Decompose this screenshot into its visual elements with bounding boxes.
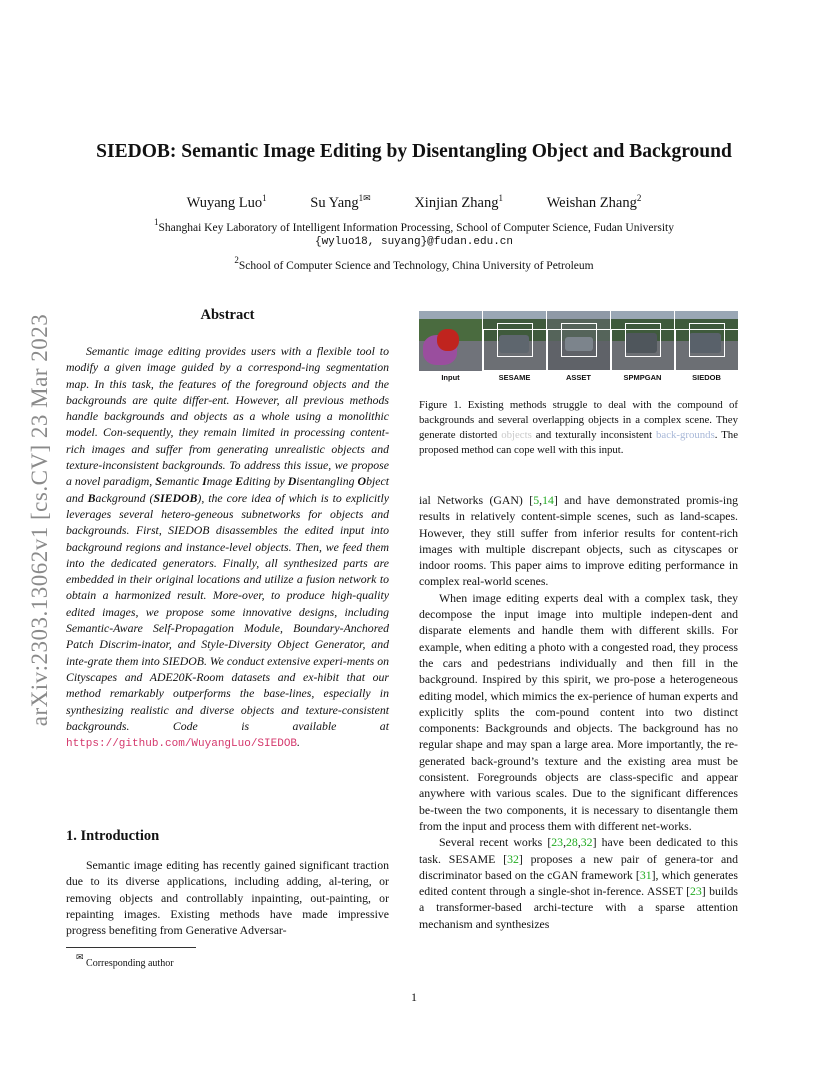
citation-link[interactable]: 23 — [551, 835, 564, 850]
arxiv-identifier: arXiv:2303.13062v1 [cs.CV] 23 Mar 2023 — [27, 313, 52, 727]
page-number: 1 — [411, 990, 417, 1004]
footnote: ✉ Corresponding author — [76, 952, 174, 969]
author-list — [0, 193, 828, 212]
figure-label: Input — [441, 373, 460, 382]
paragraph: Several recent works [23,28,32] have been dedicated to this task. SESAME [32] proposes a new pair of genera-tor and discriminator based on the cGAN framework [31], which generates edited content through a single-shot in-ference. ASSET [23] builds a transformer-based archi-tecture with a sparse attention mechanism and synthesizes — [419, 835, 738, 931]
introduction-paragraph: Semantic image editing has recently gained significant traction due to its diverse applications, including adding, al-tering, or removing objects and controllably inpainting, out-painting, or repainting images. Existing methods have made impressive progress benefiting from Generative Adversar- — [66, 858, 389, 938]
figure-label: SIEDOB — [692, 373, 721, 382]
author: Weishan Zhang$^2$ — [546, 193, 642, 211]
author: Xinjian Zhang$^1$ — [414, 193, 503, 211]
abstract-paragraph: Semantic image editing provides users with a flexible tool to modify a given image guided by a correspond-ing segmentation map. In this task, the features of the foreground objects and the backgrounds are quite differ-ent. However, all previous methods handle backgrounds and objects as a whole using a monolithic model. Con-sequently, they remain limited in processing content-rich images and suffer from generating unrealistic objects and texture-inconsistent backgrounds. To address this issue, we propose a novel paradigm, Semantic Image Editing by Disentangling Object and Background (SIEDOB), the core idea of which is to explicitly leverages several hetero-geneous subnetworks for objects and backgrounds. First, SIEDOB disassembles the edited input into background regions and instance-level objects. Then, we feed them into the dedicated generators. Finally, all synthesized parts are embedded in their original locations and utilize a fusion network to obtain a harmonized result. More-over, to produce high-quality edited images, we propose some innovative designs, including Semantic-Aware Self-Propagation Module, Boundary-Anchored Patch Discrim-inator, and Style-Diversity Object Generator, and inte-grate them into SIEDOB. We conduct extensive experi-ments on Cityscapes and ADE20K-Room datasets and ex-hibit that our method remarkably outperforms the base-lines, especially in synthesizing realistic and diverse objects and texture-consistent backgrounds. Code is available at https://github.com/WuyangLuo/SIEDOB. — [66, 344, 390, 751]
citation-link[interactable]: 23 — [690, 884, 702, 899]
citation-link[interactable]: 31 — [639, 867, 652, 882]
footnote-divider — [66, 947, 196, 948]
figure-thumbnail-spmpgan — [611, 311, 674, 371]
abstract-heading: Abstract — [200, 307, 255, 323]
figure-label: ASSET — [565, 373, 591, 382]
figure-thumbnail-asset — [547, 311, 610, 371]
figure-1-image-grid — [419, 311, 738, 373]
arxiv-stamp — [20, 280, 60, 760]
citation-link[interactable]: 14 — [542, 493, 554, 507]
citation-link[interactable]: 28 — [566, 835, 578, 850]
code-link[interactable]: https://github.com/WuyangLuo/SIEDOB — [66, 738, 298, 751]
paragraph: ial Networks (GAN) [5,14] and have demonstrated promis-ing results in relatively content-simple scenes, such as land-scapes. However, they still suffer from inferior results for content-rich images with multiple discrepant objects, such as cityscapes or indoor rooms. This paper aims to improve editing performance in complex real-world scenes. — [419, 493, 738, 589]
affiliation-2: $^2$School of Computer Science and Technology, China University of Petroleum — [234, 255, 594, 272]
author: Wuyang Luo$^1$ — [186, 193, 267, 211]
citation-link[interactable]: 32 — [580, 835, 593, 850]
figure-thumbnail-sesame — [483, 311, 546, 371]
affiliation-1: $^1$Shanghai Key Laboratory of Intelligent Information Processing, School of Computer Science, Fudan University — [154, 217, 674, 234]
citation-link[interactable]: 5 — [533, 493, 540, 507]
paragraph: When image editing experts deal with a complex task, they decompose the input image into multiple indepen-dent and disparate elements and handle them with different skills. For example, when editing a photo with a congested road, they process the cars and pedestrians individually and then fill in the background. Inspired by this spirit, we pro-pose a heterogeneous editing model, which mimics the ex-perience of human experts and explicitly splits the com-pound content into two distinct components: Backgrounds and objects. The background has no regular shape and may span a large area. More importantly, the re-generated back-ground’s texture and the existing area must be consistent. Foregrounds objects are class-specific and appear anywhere with various scales. Due to the significant differences be-tween the two components, it is necessary to disentangle them from the input and process them with different net-works. — [419, 590, 738, 833]
section-heading-introduction: 1. Introduction — [66, 828, 160, 844]
figure-1-labels — [419, 373, 738, 385]
author: Su Yang$^{1✉}$ — [310, 193, 371, 211]
citation-link[interactable]: 32 — [507, 851, 519, 866]
figure-1-caption: Figure 1. Existing methods struggle to deal with the compound of backgrounds and several overlapping objects in a complex scene. They generate distorted objects and texturally inconsistent back-grounds. The proposed method can cope well with this input. — [419, 399, 738, 456]
figure-thumbnail-siedob — [675, 311, 738, 371]
figure-label: SESAME — [498, 373, 531, 382]
paper-title: SIEDOB: Semantic Image Editing by Disentangling Object and Background — [96, 141, 732, 162]
email-addresses: {wyluo18, suyang}@fudan.edu.cn — [314, 236, 514, 248]
figure-label: SPMPGAN — [623, 373, 662, 382]
right-column-text — [419, 492, 738, 932]
abstract-body — [66, 343, 389, 752]
figure-thumbnail-input — [419, 311, 482, 371]
